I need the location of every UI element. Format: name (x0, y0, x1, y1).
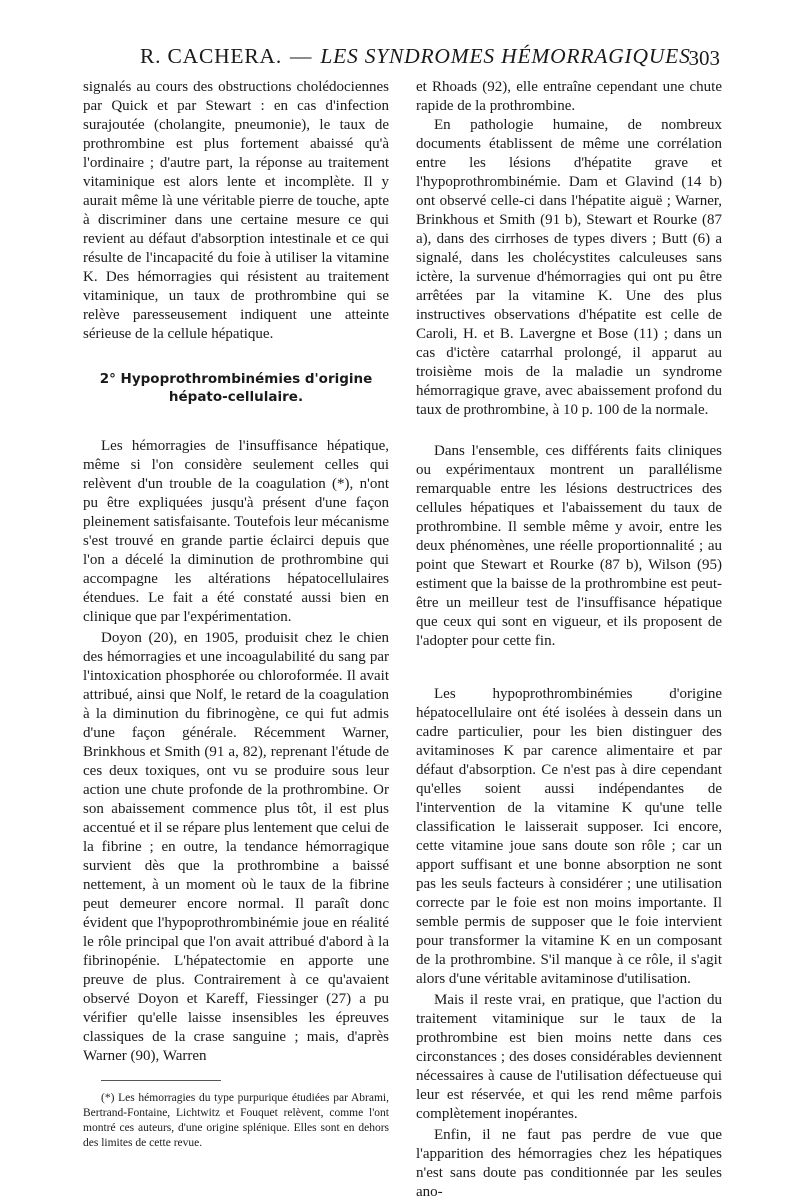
footnote-divider (101, 1080, 221, 1081)
page-number: 303 (688, 46, 720, 70)
paragraph: Les hypoprothrombinémies d'origine hépatocellulaire ont été isolées à dessein dans un cadre particulier, pour les bien distinguer des avitaminoses K par carence alimentaire et par défaut d'absorption. Ce n'est pas à dire cependant qu'elles soient aussi indépendantes de l'intervention de la vitamine K qu'une telle classification le laisserait supposer. Ici encore, cette vitamine joue sans doute son rôle ; car un apport suffisant et une bonne absorption ne sont pas les seuls facteurs à considérer ; une utilisation correcte par le foie est non moins importante. Il semble permis de supposer que le foie intervient pour transformer la vitamine K en un composant de la prothrombine. S'il manque à ce rôle, il s'agit alors d'une véritable avitaminose d'utilisation. (416, 686, 722, 987)
paragraph: En pathologie humaine, de nombreux documents établissent de même une corrélation entre les lésions d'hépatite grave et l'hypoprothrombinémie. Dam et Glavind (14 b) ont observé celle-ci dans l'hépatite aiguë ; Warner, Brinkhous et Smith (91 b), Stewart et Rourke (87 a), dans des cirrhoses de types divers ; Butt (6) a signalé, dans les cholécystites calculeuses sans ictère, la survenue d'hémorragies qui ont pu être arrêtées par la vitamine K. Une des plus instructives observations d'hépatite est celle de Caroli, H. et B. Lavergne et Bose (11) ; dans un cas d'ictère catarrhal prolongé, il apparut au troisième mois de la maladie un syndrome hémorragique grave, avec abaissement profond du taux de prothrombine, à 10 p. 100 de la normale. (416, 117, 722, 418)
right-column (416, 78, 722, 1202)
section-heading (83, 370, 389, 406)
header-running-title: LES SYNDROMES HÉMORRAGIQUES (320, 44, 691, 68)
paragraph: Mais il reste vrai, en pratique, que l'action du traitement vitaminique sur le taux de la prothrombine est bien moins nette dans ces circonstances ; des doses considérables deviennent nécessaires à cause de l'utilisation défectueuse qui leur est réservée, et qui les rend même parfois complètement inopérantes. (416, 992, 722, 1122)
paragraph: Dans l'ensemble, ces différents faits cliniques ou expérimentaux montrent un parallélisme remarquable entre les lésions destructrices des cellules hépatiques et l'abaissement du taux de prothrombine. Il semble même y avoir, entre les deux phénomènes, une réelle proportionnalité ; au point que Stewart et Rourke (87 b), Wilson (95) estiment que la baisse de la prothrombine est peut-être un meilleur test de l'insuffisance hépatique que ceux qui sont en vigueur, et ils proposent de l'adopter pour cette fin. (416, 443, 722, 649)
section-heading-line: 2° Hypoprothrombinémies d'origine (99, 371, 373, 387)
paragraph: et Rhoads (92), elle entraîne cependant une chute rapide de la prothrombine. (416, 79, 722, 114)
header-author: R. CACHERA. (140, 44, 282, 68)
section-heading-line: hépato-cellulaire. (168, 389, 304, 405)
paragraph: Enfin, il ne faut pas perdre de vue que l'apparition des hémorragies chez les hépatiques n'est sans doute pas conditionnée par les seules ano- (416, 1127, 722, 1200)
paragraph: Doyon (20), en 1905, produisit chez le chien des hémorragies et une incoagulabilité du sang par l'intoxication phosphorée ou chloroformée. Il avait attribué, ainsi que Nolf, le retard de la coagulation à la diminution du fibrinogène, ce qui fut admis d'une façon générale. Récemment Warner, Brinkhous et Smith (91 a, 82), reprenant l'étude de ces deux toxiques, ont vu se produire sous leur action une chute profonde de la prothrombine. Or son abaissement commence plus tôt, il est plus accentué et il se répare plus lentement que celui de la fibrine ; en outre, la tendance hémorragique survient dès que la prothrombine a baissé nettement, à un moment où le taux de la fibrine peut demeurer encore normal. Il paraît donc évident que l'hypoprothrombinémie joue en réalité le rôle principal que l'on avait attribué d'abord à la fibrinopénie. L'hépatectomie en apporte une preuve de plus. Contrairement à ce qu'avaient observé Doyon et Kareff, Fiessinger (27) a pu vérifier qu'elle laisse insensibles les épreuves classiques de la crase sanguine ; mais, d'après Warner (90), Warren (83, 630, 389, 1064)
running-header (140, 44, 720, 74)
left-column (83, 78, 389, 1151)
header-separator: — (290, 44, 313, 68)
paragraph: signalés au cours des obstructions cholédociennes par Quick et par Stewart : en cas d'infection surajoutée (cholangite, pneumonie), le taux de prothrombine est plus fortement abaissé qu'à l'ordinaire ; d'autre part, la réponse au traitement vitaminique est alors lente et incomplète. Il y aurait même là une véritable pierre de touche, apte à discriminer dans une certaine mesure ce qui revient au défaut d'absorption intestinale et ce qui résulte de l'incapacité du foie à utiliser la vitamine K. Des hémorragies qui résistent au traitement vitaminique, un taux de prothrombine qui se relève paresseusement indiquent une atteinte sérieuse de la cellule hépatique. (83, 79, 389, 342)
footnote: (*) Les hémorragies du type purpurique étudiées par Abrami, Bertrand-Fontaine, Lichtwitz et Fouquet relèvent, comme l'ont montré ces auteurs, d'une origine splénique. Elles sont en dehors des limites de cette revue. (83, 1092, 389, 1149)
paragraph: Les hémorragies de l'insuffisance hépatique, même si l'on considère seulement celles qui relèvent d'un trouble de la coagulation (*), n'ont pu être expliquées jusqu'à présent d'une façon pleinement satisfaisante. Toutefois leur mécanisme s'est trouvé en grande partie éclairci depuis que l'on a décelé la diminution de prothrombine qui accompagne les altérations hépatocellulaires étendues. Le fait a été constaté aussi bien en clinique que par l'expérimentation. (83, 438, 389, 625)
